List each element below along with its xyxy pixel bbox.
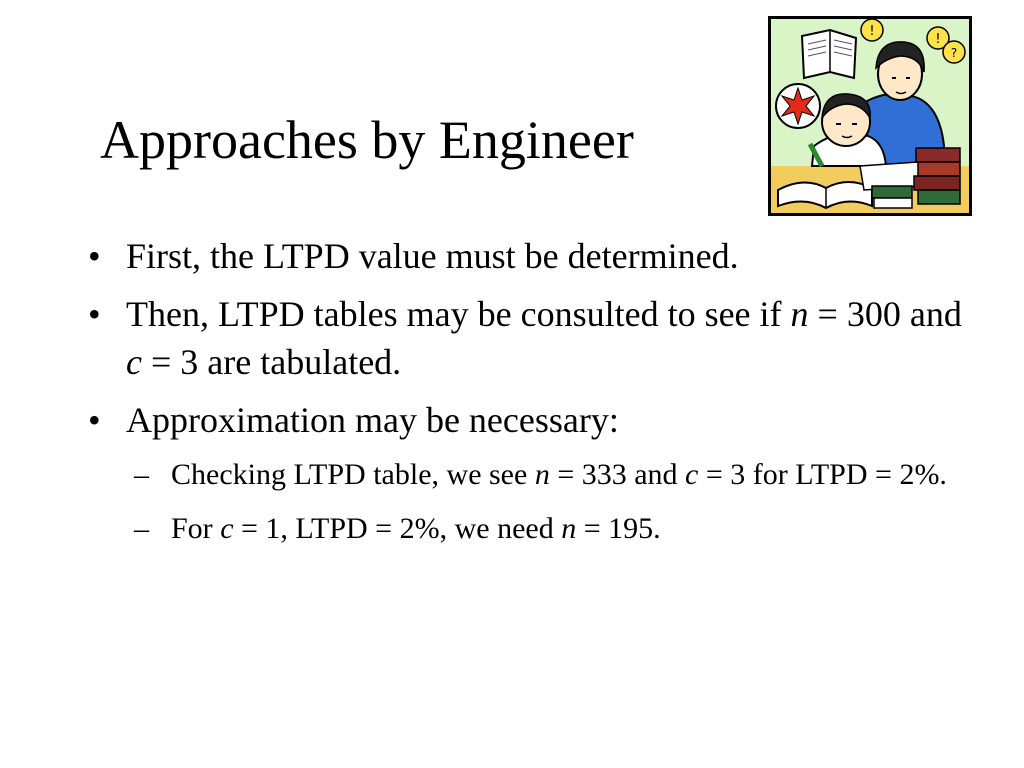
bullet-marker: •	[88, 294, 101, 334]
studying-teacher-and-student-icon	[768, 16, 972, 216]
sub-bullet-text: For	[171, 512, 221, 545]
bullet-marker: •	[88, 236, 101, 276]
sub-bullet-text: Checking LTPD table, we see	[171, 458, 535, 491]
sub-bullet-text: = 195.	[576, 512, 661, 545]
svg-text:!: !	[935, 32, 941, 47]
bullet-item	[88, 232, 968, 280]
sub-bullet-marker: –	[134, 458, 149, 491]
svg-text:?: ?	[950, 46, 958, 60]
variable-n: n	[534, 458, 550, 491]
variable-c: c	[685, 458, 699, 491]
studying-clipart-image	[768, 16, 972, 216]
variable-n: n	[790, 294, 809, 334]
bullet-text: First, the LTPD value must be determined.	[126, 236, 739, 276]
sub-bullet-text: = 1, LTPD = 2%, we need	[233, 512, 562, 545]
sub-bullet-marker: –	[134, 512, 149, 545]
bullet-item	[88, 290, 968, 386]
variable-c: c	[220, 512, 234, 545]
slide-title: Approaches by Engineer	[100, 110, 634, 170]
bullet-text: = 3 are tabulated.	[141, 342, 402, 382]
sub-bullet-text: = 333 and	[549, 458, 686, 491]
svg-text:!: !	[869, 24, 875, 39]
bullet-text: Approximation may be necessary:	[126, 400, 619, 440]
variable-c: c	[126, 342, 142, 382]
bullet-text: = 300 and	[808, 294, 962, 334]
variable-n: n	[561, 512, 577, 545]
bullet-item	[88, 396, 968, 444]
bullet-marker: •	[88, 400, 101, 440]
sub-bullet-item	[134, 508, 968, 550]
sub-bullet-text: = 3 for LTPD = 2%.	[698, 458, 947, 491]
sub-bullet-item	[134, 454, 968, 496]
bullet-text: Then, LTPD tables may be consulted to see if	[126, 294, 791, 334]
slide-body	[88, 232, 968, 562]
